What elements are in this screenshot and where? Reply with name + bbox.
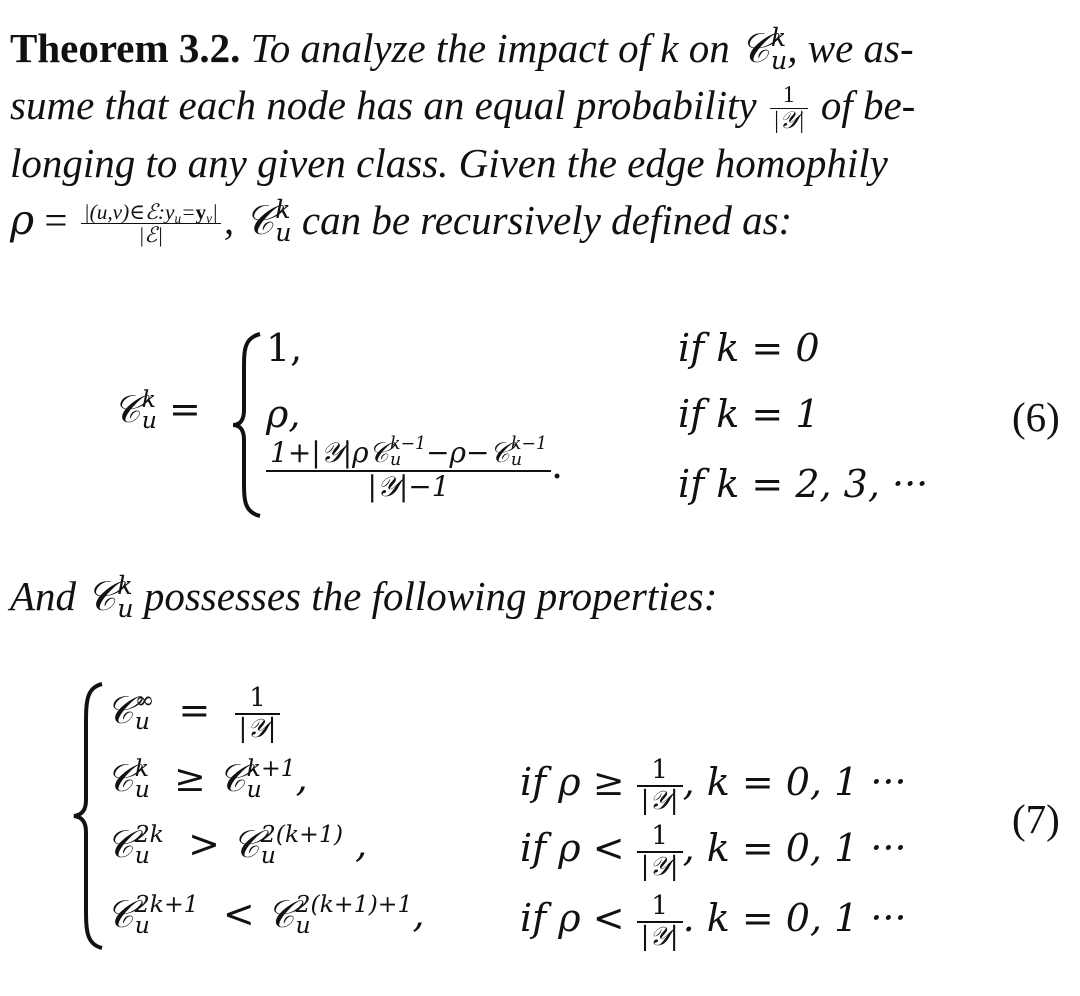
eq6-case-1-value: 1, <box>266 326 303 370</box>
probability-fraction: $\frac{1}{\text{|𝒴|}}$ <box>770 83 808 134</box>
properties-intro: And 𝒞 k u possesses the following properties: <box>10 570 718 623</box>
equals-sign: = <box>44 197 68 244</box>
eq6-case-2-condition: if k = 1 <box>678 392 820 436</box>
eq7-row-2: 𝒞 k u ≥ 𝒞 k+1 u , <box>106 753 308 804</box>
theorem-line4-tail: can be recursively defined as: <box>301 197 793 244</box>
theorem-line3-text: longing to any given class. Given the edge homophily <box>10 140 888 187</box>
eq7-row-2-condition: if ρ ≥ $\frac{1}{\text{|𝒴|}}$ , k = 0, 1 ··· <box>520 755 907 816</box>
eq6-case-2-value: ρ, <box>266 392 301 436</box>
c-u-k-symbol: 𝒞 k u <box>739 22 788 75</box>
theorem-line-1 <box>10 20 1066 77</box>
eq7-row-4: 𝒞 2k+1 u < 𝒞 2(k+1)+1 u , <box>106 889 425 940</box>
eq6-case-3-value: 1+|𝒴|ρ𝒞 k−1 u −ρ−𝒞 k−1 u |𝒴|−1 . <box>266 438 563 503</box>
theorem-line1-tail: , we as- <box>787 25 914 71</box>
c-u-k-symbol-2: 𝒞 k u <box>244 194 292 248</box>
equation-6-number: (6) <box>1012 394 1060 440</box>
rho-symbol: ρ <box>10 196 35 245</box>
eq7-row-1: 𝒞 ∞ u = $\frac{1}{\text{|𝒴|}}$ <box>106 684 280 743</box>
theorem-line-3 <box>10 135 1066 192</box>
theorem-label: Theorem 3.2. <box>10 25 241 71</box>
eq6-case-1-condition: if k = 0 <box>678 326 820 370</box>
eq6-case-3-condition: if k = 2, 3, ··· <box>678 462 929 506</box>
equation-7-number: (7) <box>1012 796 1060 842</box>
eq7-left-brace <box>70 680 106 956</box>
eq6-lhs: 𝒞 k u = <box>113 384 201 435</box>
eq7-row-3: 𝒞 2k u > 𝒞 2(k+1) u , <box>106 819 368 870</box>
theorem-line1-text: To analyze the impact of k on <box>250 25 730 71</box>
homophily-fraction: $\frac{|(u,v)\in ℰ:y_u=y_v|}{\text{|ℰ|}}$ <box>81 201 221 247</box>
theorem-line-4: ρ = $\frac{|(u,v)\in ℰ:y_u=y_v|}{\text{|ℰ|}}$ , 𝒞 k u can be recursively defined as: <box>10 194 793 248</box>
theorem-line2-text: sume that each node has an equal probability <box>10 82 757 128</box>
theorem-line2-tail: of be- <box>820 82 916 128</box>
eq7-row-4-condition: if ρ < $\frac{1}{\text{|𝒴|}}$ . k = 0, 1 ··· <box>520 891 907 952</box>
eq7-row-3-condition: if ρ < $\frac{1}{\text{|𝒴|}}$ , k = 0, 1 ··· <box>520 821 907 882</box>
eq6-left-brace <box>230 330 264 524</box>
theorem-line-2 <box>10 77 1066 135</box>
theorem-paragraph <box>10 20 1066 249</box>
